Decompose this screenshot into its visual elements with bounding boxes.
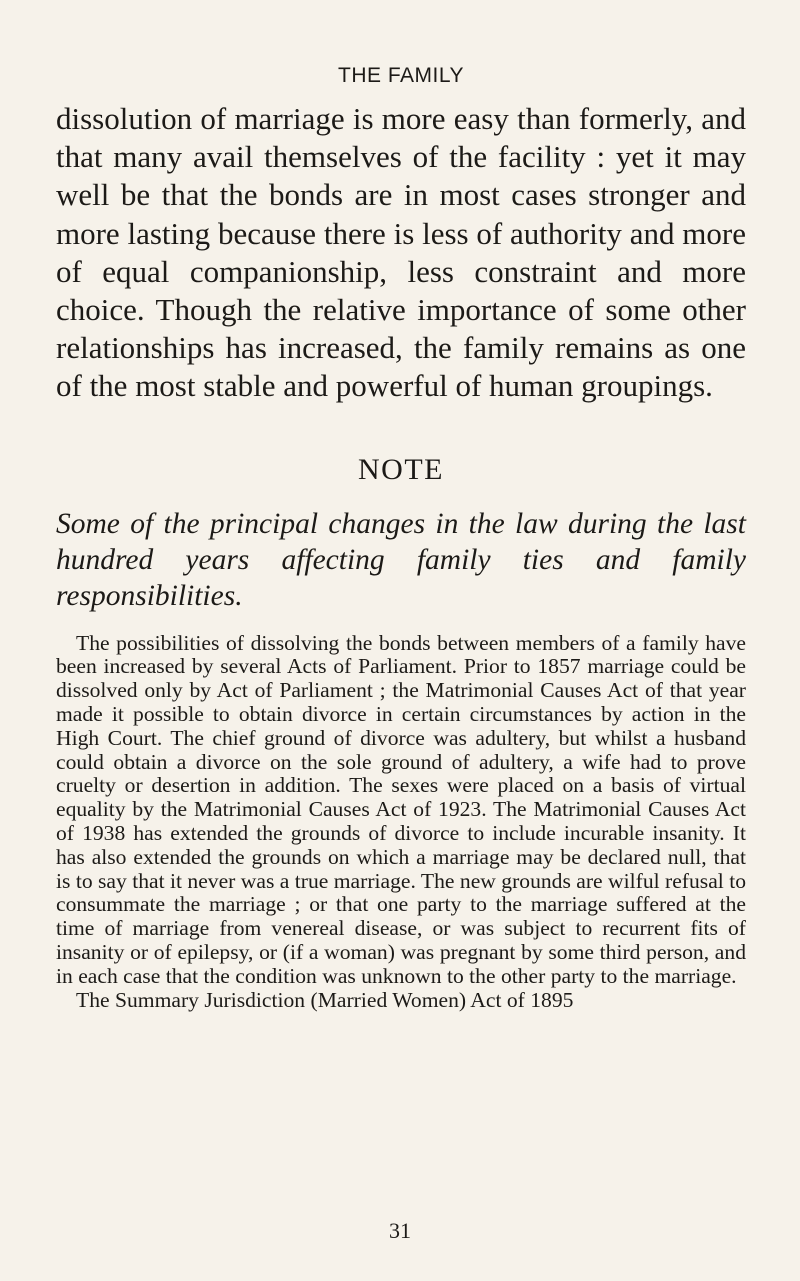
book-page	[56, 62, 746, 1012]
note-title: Some of the principal changes in the law during the last hundred years affecting family ties and family responsibilities.	[56, 507, 746, 612]
running-head: THE FAMILY	[338, 64, 464, 87]
page-number: 31	[389, 1218, 411, 1243]
note-paragraph: The possibilities of dissolving the bonds between members of a family have been increased by several Acts of Parliament. Prior to 1857 marriage could be dissolved only by Act of Parliament ; the Matrimonial Causes Act of that year made it possible to obtain divorce in certain circumstances by action in the High Court. The chief ground of divorce was adultery, but whilst a husband could obtain a divorce on the sole ground of adultery, a wife had to prove cruelty or desertion in addition. The sexes were placed on a basis of virtual equality by the Matrimonial Causes Act of 1923. The Matrimonial Causes Act of 1938 has extended the grounds of divorce to include incurable insanity. It has also extended the grounds on which a marriage may be declared null, that is to say that it never was a true marriage. The new grounds are wilful refusal to consummate the marriage ; or that one party to the marriage suffered at the time of marriage from venereal disease, or was subject to recurrent fits of insanity or of epilepsy, or (if a woman) was pregnant by some third person, and in each case that the condition was unknown to the other party to the marriage.	[56, 630, 746, 988]
note-heading: NOTE	[358, 452, 444, 486]
note-paragraph: The Summary Jurisdiction (Married Women) Act of 1895	[76, 987, 574, 1012]
lead-paragraph: dissolution of marriage is more easy than formerly, and that many avail themselves of the facility : yet it may well be that the bonds are in most cases stronger and more lasting because there is less of authority and more of equal companionship, less constraint and more choice. Though the relative importance of some other relationships has increased, the family remains as one of the most stable and powerful of human groupings.	[56, 101, 746, 404]
